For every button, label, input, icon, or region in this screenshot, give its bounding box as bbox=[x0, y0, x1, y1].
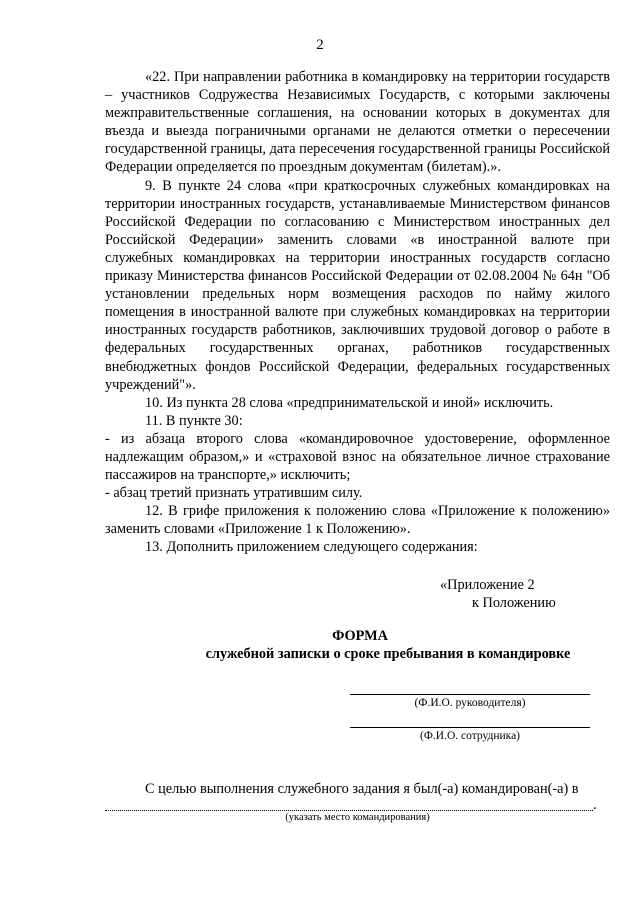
manager-name-line bbox=[350, 694, 590, 695]
purpose-statement: С целью выполнения служебного задания я был(-а) командирован(-а) в bbox=[145, 781, 579, 797]
appendix-ref-line2: к Положению bbox=[472, 595, 556, 612]
paragraph-item-11-subitem-2: - абзац третий признать утратившим силу. bbox=[105, 485, 363, 502]
form-heading bbox=[0, 627, 640, 663]
destination-caption: (указать место командирования) bbox=[285, 812, 430, 823]
form-subtitle: служебной записки о сроке пребывания в командировке bbox=[205, 646, 571, 663]
paragraph-item-11: 11. В пункте 30: bbox=[145, 412, 243, 429]
manager-name-caption: (Ф.И.О. руководителя) bbox=[414, 697, 526, 709]
paragraph-item-22: «22. При направлении работника в командировку на территории государств – участников Содружества Независимых Государств, с которыми заключены межправительственные соглашения, на основании которых в документах для въезда и выезда пограничными органами не делаются отметки о пересечении государственной границы, дата пересечения государственной границы Российской Федерации определяется по проездным документам (билетам).». bbox=[105, 69, 610, 176]
destination-line bbox=[105, 810, 593, 811]
appendix-reference bbox=[440, 576, 610, 612]
paragraph-item-11-subitem-1: - из абзаца второго слова «командировочное удостоверение, оформленное надлежащим образом,» и «страховой взнос на обязательное личное страхование пассажиров на транспорте,» исключить; bbox=[105, 430, 610, 484]
employee-name-caption: (Ф.И.О. сотрудника) bbox=[419, 730, 521, 742]
form-title: ФОРМА bbox=[332, 628, 388, 644]
destination-line-end: . bbox=[593, 797, 597, 813]
employee-name-line bbox=[350, 727, 590, 728]
appendix-ref-line1: «Приложение 2 bbox=[440, 577, 535, 593]
paragraph-item-13: 13. Дополнить приложением следующего содержания: bbox=[145, 539, 478, 556]
paragraph-item-12: 12. В грифе приложения к положению слова «Приложение к положению» заменить словами «Приложение 1 к Положению». bbox=[105, 503, 610, 538]
paragraph-item-9: 9. В пункте 24 слова «при краткосрочных служебных командировках на территории иностранных государств, устанавливаемые Министерством финансов Российской Федерации по согласованию с Министерством иностранных дел Российской Федерации» заменить словами «в иностранной валюте при служебных командировках на территории иностранных государств согласно приказу Министерства финансов Российской Федерации от 02.08.2004 № 64н "Об установлении предельных норм возмещения расходов по найму жилого помещения в иностранной валюте при служебных командировках на территории иностранных государств работников, заключивших трудовой договор о работе в федеральных государственных органах, работников государственных внебюджетных фондов Российской Федерации, федеральных государственных учреждений"». bbox=[105, 177, 610, 393]
page-number: 2 bbox=[316, 37, 324, 53]
document-body bbox=[105, 68, 610, 557]
paragraph-item-10: 10. Из пункта 28 слова «предпринимательской и иной» исключить. bbox=[145, 394, 554, 411]
